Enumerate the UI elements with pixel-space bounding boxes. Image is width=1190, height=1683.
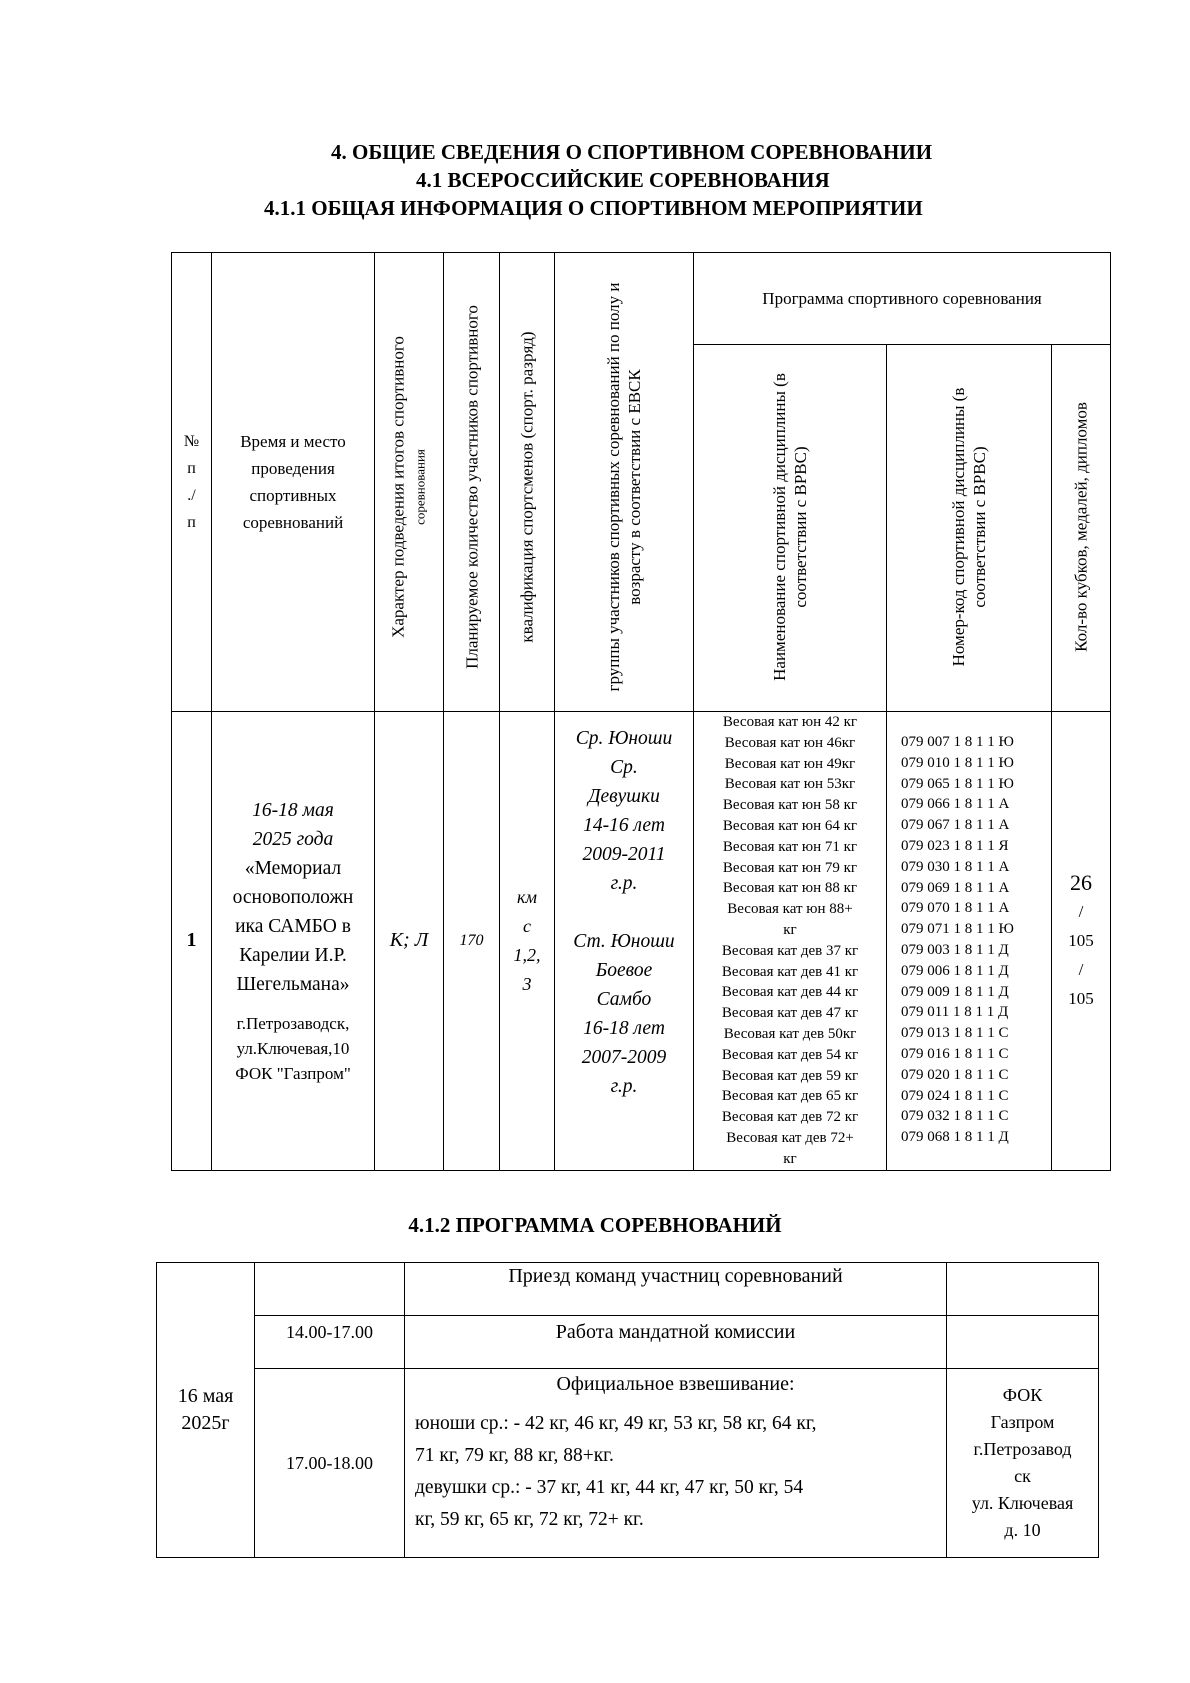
disciplines-list: Весовая кат юн 42 кг Весовая кат юн 46кг Весовая кат юн 49кг Весовая кат юн 53кг Весовая кат юн 58 кг Весовая кат юн 64 кг Весовая кат юн 71 кг Весовая кат юн 79 кг Весовая кат юн 88 кг Весовая кат юн 88+ кг Весовая кат дев 37 кг Весовая кат дев 41 кг Весовая кат дев 44 кг Весовая кат дев 47 кг Весовая кат дев 50кг Весовая кат дев 54 кг Весовая кат дев 59 кг Весовая кат дев 65 кг Весовая кат дев 72 кг Весовая кат дев 72+ кг [694,712,887,1171]
awards-value: 26 / 105 / 105 [1052,712,1111,1171]
schedule-table [156,1262,1099,1558]
header-awards: Кол-во кубков, медалей, дипломов [1052,345,1111,712]
schedule-activity-weighin: Официальное взвешивание: юноши ср.: - 42 кг, 46 кг, 49 кг, 53 кг, 58 кг, 64 кг, 71 кг, 79 кг, 88 кг, 88+кг. девушки ср.: - 37 кг, 41 кг, 44 кг, 47 кг, 50 кг, 54 кг, 59 кг, 65 кг, 72 кг, 72+ кг. [405,1369,947,1558]
schedule-time-commission: 14.00-17.00 [255,1316,405,1369]
header-number: № п ./ п [172,253,212,712]
event-info-table [171,252,1111,1171]
qualification-value: км с 1,2, 3 [500,712,555,1171]
schedule-time-weighin: 17.00-18.00 [255,1369,405,1558]
groups-value: Ср. Юноши Ср. Девушки 14-16 лет 2009-2011 г.р. Ст. Юноши Боевое Самбо 16-18 лет 2007-2009 г.р. [555,712,694,1171]
planned-value: 170 [444,712,500,1171]
header-time-place: Время и место проведения спортивных соревнований [212,253,375,712]
header-planned: Планируемое количество участников спортивного [444,253,500,712]
schedule-activity-commission: Работа мандатной комиссии [405,1316,947,1369]
program-title: 4.1.2 ПРОГРАММА СОРЕВНОВАНИЙ [408,1213,782,1237]
schedule-time-empty [255,1263,405,1316]
subsubsection-title: 4.1.1 ОБЩАЯ ИНФОРМАЦИЯ О СПОРТИВНОМ МЕРОПРИЯТИИ [264,196,923,220]
row-number: 1 [172,712,212,1171]
header-qualification: квалификация спортсменов (спорт. разряд) [500,253,555,712]
schedule-place-empty [947,1263,1099,1316]
schedule-place: ФОК Газпром г.Петрозавод ск ул. Ключевая д. 10 [947,1369,1099,1558]
time-place-cell: 16-18 мая 2025 года «Мемориал основоположн ика САМБО в Карелии И.Р. Шегельмана» г.Петрозаводск, ул.Ключевая,10 ФОК "Газпром" [212,712,375,1171]
subsection-title: 4.1 ВСЕРОССИЙСКИЕ СОРЕВНОВАНИЯ [416,168,830,192]
header-code: Номер-код спортивной дисциплины (в соответствии с ВРВС) [887,345,1052,712]
codes-list: 079 007 1 8 1 1 Ю 079 010 1 8 1 1 Ю 079 065 1 8 1 1 Ю 079 066 1 8 1 1 А 079 067 1 8 1 1 А 079 023 1 8 1 1 Я 079 030 1 8 1 1 А 079 069 1 8 1 1 А 079 070 1 8 1 1 А 079 071 1 8 1 1 Ю 079 003 1 8 1 1 Д 079 006 1 8 1 1 Д 079 009 1 8 1 1 Д 079 011 1 8 1 1 Д 079 013 1 8 1 1 С 079 016 1 8 1 1 С 079 020 1 8 1 1 С 079 024 1 8 1 1 С 079 032 1 8 1 1 С 079 068 1 8 1 1 Д [887,712,1052,1171]
schedule-activity-arrival: Приезд команд участниц соревнований [405,1263,947,1316]
header-discipline: Наименование спортивной дисциплины (в соответствии с ВРВС) [694,345,887,712]
character-value: К; Л [375,712,444,1171]
header-groups: группы участников спортивных соревнований по полу и возрасту в соответствии с ЕВСК [555,253,694,712]
schedule-date: 16 мая 2025г [157,1263,255,1558]
header-program: Программа спортивного соревнования [694,253,1111,345]
header-character: Характер подведения итогов спортивного соревнования [375,253,444,712]
section-title: 4. ОБЩИЕ СВЕДЕНИЯ О СПОРТИВНОМ СОРЕВНОВАНИИ [331,140,933,164]
schedule-place-empty-2 [947,1316,1099,1369]
